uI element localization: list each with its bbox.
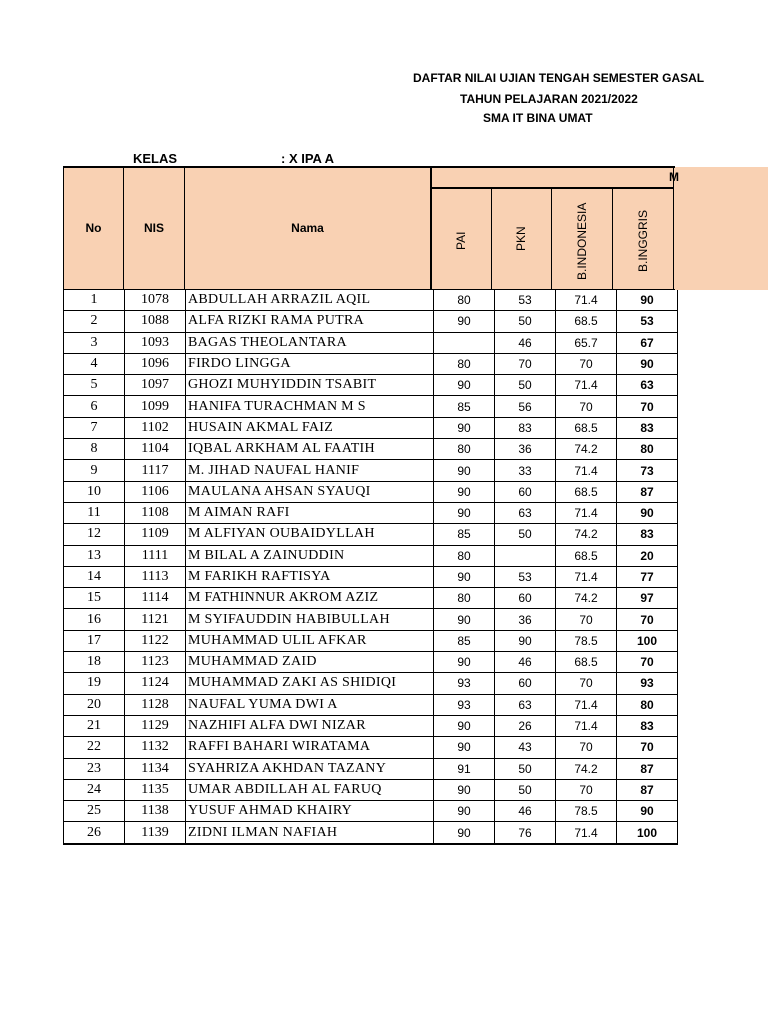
row-number: 21 (64, 715, 125, 736)
student-nis: 1122 (125, 630, 186, 651)
score-binggris: 70 (617, 609, 678, 630)
student-name: MUHAMMAD ZAKI AS SHIDIQI (186, 673, 434, 694)
score-bindonesia: 71.4 (556, 566, 617, 587)
table-row (64, 545, 678, 566)
score-binggris: 90 (617, 353, 678, 374)
student-name: M BILAL A ZAINUDDIN (186, 545, 434, 566)
row-number: 4 (64, 353, 125, 374)
score-pai: 90 (434, 375, 495, 396)
score-bindonesia: 68.5 (556, 545, 617, 566)
score-binggris: 97 (617, 588, 678, 609)
score-pkn: 60 (495, 588, 556, 609)
table-row (64, 715, 678, 736)
score-bindonesia: 71.4 (556, 502, 617, 523)
score-pkn: 36 (495, 609, 556, 630)
score-pai: 90 (434, 502, 495, 523)
score-binggris: 70 (617, 737, 678, 758)
score-pkn: 36 (495, 439, 556, 460)
table-row (64, 375, 678, 396)
score-binggris: 87 (617, 758, 678, 779)
student-nis: 1129 (125, 715, 186, 736)
student-name: HUSAIN AKMAL FAIZ (186, 417, 434, 438)
score-binggris: 83 (617, 715, 678, 736)
table-row (64, 673, 678, 694)
subject-group-header: M (669, 170, 679, 184)
student-name: ABDULLAH ARRAZIL AQIL (186, 290, 434, 311)
score-pai: 85 (434, 396, 495, 417)
table-row (64, 439, 678, 460)
score-binggris: 90 (617, 290, 678, 311)
row-number: 23 (64, 758, 125, 779)
score-pkn: 50 (495, 779, 556, 800)
table-row (64, 609, 678, 630)
student-nis: 1088 (125, 311, 186, 332)
header-divider (491, 188, 492, 290)
student-name: ZIDNI ILMAN NAFIAH (186, 822, 434, 844)
score-pkn: 53 (495, 566, 556, 587)
student-name: YUSUF AHMAD KHAIRY (186, 801, 434, 822)
score-pkn: 60 (495, 673, 556, 694)
school-name: SMA IT BINA UMAT (483, 111, 593, 125)
score-binggris: 63 (617, 375, 678, 396)
header-top-border (63, 166, 675, 168)
row-number: 13 (64, 545, 125, 566)
table-row (64, 822, 678, 844)
score-pai: 91 (434, 758, 495, 779)
score-bindonesia: 70 (556, 737, 617, 758)
student-nis: 1139 (125, 822, 186, 844)
score-binggris: 67 (617, 332, 678, 353)
score-binggris: 100 (617, 822, 678, 844)
student-nis: 1099 (125, 396, 186, 417)
score-pkn: 46 (495, 652, 556, 673)
table-row (64, 630, 678, 651)
score-binggris: 70 (617, 396, 678, 417)
score-pkn: 33 (495, 460, 556, 481)
row-number: 6 (64, 396, 125, 417)
score-bindonesia: 71.4 (556, 290, 617, 311)
table-row (64, 290, 678, 311)
score-pai: 80 (434, 588, 495, 609)
column-header-pkn: PKN (514, 226, 528, 251)
student-name: M ALFIYAN OUBAIDYLLAH (186, 524, 434, 545)
score-binggris: 77 (617, 566, 678, 587)
score-bindonesia: 78.5 (556, 801, 617, 822)
student-nis: 1111 (125, 545, 186, 566)
score-pai: 90 (434, 460, 495, 481)
score-pai: 90 (434, 609, 495, 630)
score-binggris: 80 (617, 694, 678, 715)
row-number: 15 (64, 588, 125, 609)
score-bindonesia: 71.4 (556, 715, 617, 736)
student-nis: 1108 (125, 502, 186, 523)
document-title: DAFTAR NILAI UJIAN TENGAH SEMESTER GASAL (413, 71, 705, 85)
score-pkn: 60 (495, 481, 556, 502)
table-row (64, 417, 678, 438)
header-group-border (431, 187, 674, 189)
score-bindonesia: 74.2 (556, 439, 617, 460)
score-pai: 90 (434, 715, 495, 736)
row-number: 19 (64, 673, 125, 694)
table-row (64, 652, 678, 673)
column-header-nis: NIS (143, 221, 164, 235)
score-bindonesia: 70 (556, 396, 617, 417)
score-pai: 90 (434, 822, 495, 844)
score-pai: 85 (434, 630, 495, 651)
score-bindonesia: 74.2 (556, 758, 617, 779)
table-row (64, 481, 678, 502)
score-pai: 90 (434, 417, 495, 438)
student-name: M FATHINNUR AKROM AZIZ (186, 588, 434, 609)
row-number: 17 (64, 630, 125, 651)
score-binggris: 20 (617, 545, 678, 566)
student-name: ALFA RIZKI RAMA PUTRA (186, 311, 434, 332)
student-nis: 1102 (125, 417, 186, 438)
score-pai: 90 (434, 311, 495, 332)
score-pkn: 76 (495, 822, 556, 844)
table-row (64, 737, 678, 758)
score-pkn: 50 (495, 311, 556, 332)
score-bindonesia: 65.7 (556, 332, 617, 353)
student-name: MAULANA AHSAN SYAUQI (186, 481, 434, 502)
column-header-nama: Nama (291, 221, 324, 235)
score-pkn: 43 (495, 737, 556, 758)
score-bindonesia: 70 (556, 673, 617, 694)
score-pai: 80 (434, 290, 495, 311)
row-number: 20 (64, 694, 125, 715)
student-name: FIRDO LINGGA (186, 353, 434, 374)
student-name: BAGAS THEOLANTARA (186, 332, 434, 353)
score-binggris: 73 (617, 460, 678, 481)
score-pkn: 50 (495, 758, 556, 779)
table-row (64, 353, 678, 374)
table-row (64, 460, 678, 481)
score-binggris: 53 (617, 311, 678, 332)
table-row (64, 694, 678, 715)
student-nis: 1096 (125, 353, 186, 374)
score-bindonesia: 74.2 (556, 524, 617, 545)
score-binggris: 100 (617, 630, 678, 651)
student-name: M FARIKH RAFTISYA (186, 566, 434, 587)
student-nis: 1117 (125, 460, 186, 481)
row-number: 2 (64, 311, 125, 332)
column-header-pai: PAI (454, 231, 468, 250)
score-bindonesia: 70 (556, 353, 617, 374)
table-row (64, 396, 678, 417)
score-binggris: 87 (617, 779, 678, 800)
row-number: 16 (64, 609, 125, 630)
score-pkn: 46 (495, 801, 556, 822)
score-pkn: 63 (495, 502, 556, 523)
score-pkn: 70 (495, 353, 556, 374)
table-row (64, 588, 678, 609)
header-divider (673, 167, 674, 290)
score-bindonesia: 70 (556, 779, 617, 800)
score-pai: 85 (434, 524, 495, 545)
row-number: 9 (64, 460, 125, 481)
student-name: NAZHIFI ALFA DWI NIZAR (186, 715, 434, 736)
row-number: 8 (64, 439, 125, 460)
score-bindonesia: 68.5 (556, 417, 617, 438)
student-nis: 1106 (125, 481, 186, 502)
row-number: 7 (64, 417, 125, 438)
score-pkn: 90 (495, 630, 556, 651)
student-nis: 1109 (125, 524, 186, 545)
row-number: 22 (64, 737, 125, 758)
student-name: M AIMAN RAFI (186, 502, 434, 523)
score-pkn: 50 (495, 375, 556, 396)
table-row (64, 311, 678, 332)
table-row (64, 801, 678, 822)
column-header-no: No (85, 221, 102, 235)
score-pai: 93 (434, 694, 495, 715)
student-nis: 1113 (125, 566, 186, 587)
score-bindonesia: 68.5 (556, 652, 617, 673)
row-number: 26 (64, 822, 125, 844)
score-bindonesia: 68.5 (556, 311, 617, 332)
score-pai: 90 (434, 566, 495, 587)
header-divider (551, 188, 552, 290)
score-pkn: 46 (495, 332, 556, 353)
score-binggris: 87 (617, 481, 678, 502)
score-binggris: 93 (617, 673, 678, 694)
score-binggris: 90 (617, 502, 678, 523)
row-number: 14 (64, 566, 125, 587)
score-binggris: 83 (617, 417, 678, 438)
score-pkn: 83 (495, 417, 556, 438)
score-binggris: 70 (617, 652, 678, 673)
student-nis: 1123 (125, 652, 186, 673)
student-name: UMAR ABDILLAH AL FARUQ (186, 779, 434, 800)
score-binggris: 90 (617, 801, 678, 822)
student-nis: 1104 (125, 439, 186, 460)
score-pai: 90 (434, 801, 495, 822)
student-nis: 1124 (125, 673, 186, 694)
table-row (64, 758, 678, 779)
score-pai (434, 332, 495, 353)
row-number: 18 (64, 652, 125, 673)
header-divider (612, 188, 613, 290)
student-name: MUHAMMAD ZAID (186, 652, 434, 673)
student-nis: 1093 (125, 332, 186, 353)
table-row (64, 524, 678, 545)
student-nis: 1121 (125, 609, 186, 630)
table-row (64, 502, 678, 523)
score-pai: 80 (434, 353, 495, 374)
column-header-binggris: B.INGGRIS (636, 209, 650, 272)
score-bindonesia: 78.5 (556, 630, 617, 651)
student-name: IQBAL ARKHAM AL FAATIH (186, 439, 434, 460)
class-label: KELAS (133, 151, 178, 166)
score-bindonesia: 68.5 (556, 481, 617, 502)
score-bindonesia: 71.4 (556, 694, 617, 715)
row-number: 10 (64, 481, 125, 502)
row-number: 5 (64, 375, 125, 396)
score-pai: 90 (434, 481, 495, 502)
student-nis: 1128 (125, 694, 186, 715)
student-nis: 1114 (125, 588, 186, 609)
academic-year: TAHUN PELAJARAN 2021/2022 (460, 92, 638, 106)
row-number: 25 (64, 801, 125, 822)
table-row (64, 566, 678, 587)
class-value: : X IPA A (281, 151, 334, 166)
score-pkn: 53 (495, 290, 556, 311)
score-bindonesia: 74.2 (556, 588, 617, 609)
score-pkn (495, 545, 556, 566)
row-number: 3 (64, 332, 125, 353)
score-binggris: 83 (617, 524, 678, 545)
score-pai: 90 (434, 779, 495, 800)
grades-table (63, 290, 678, 845)
student-name: RAFFI BAHARI WIRATAMA (186, 737, 434, 758)
student-name: M SYIFAUDDIN HABIBULLAH (186, 609, 434, 630)
header-divider (430, 167, 432, 290)
score-bindonesia: 71.4 (556, 375, 617, 396)
row-number: 24 (64, 779, 125, 800)
score-bindonesia: 70 (556, 609, 617, 630)
student-nis: 1132 (125, 737, 186, 758)
student-name: HANIFA TURACHMAN M S (186, 396, 434, 417)
student-nis: 1135 (125, 779, 186, 800)
student-name: M. JIHAD NAUFAL HANIF (186, 460, 434, 481)
row-number: 1 (64, 290, 125, 311)
student-nis: 1078 (125, 290, 186, 311)
score-pai: 90 (434, 737, 495, 758)
student-name: MUHAMMAD ULIL AFKAR (186, 630, 434, 651)
score-pai: 80 (434, 439, 495, 460)
score-pkn: 26 (495, 715, 556, 736)
score-pai: 90 (434, 652, 495, 673)
table-row (64, 779, 678, 800)
student-name: NAUFAL YUMA DWI A (186, 694, 434, 715)
student-nis: 1134 (125, 758, 186, 779)
row-number: 11 (64, 502, 125, 523)
column-header-bindonesia: B.INDONESIA (575, 202, 589, 280)
row-number: 12 (64, 524, 125, 545)
score-pai: 93 (434, 673, 495, 694)
score-pkn: 50 (495, 524, 556, 545)
table-row (64, 332, 678, 353)
student-nis: 1097 (125, 375, 186, 396)
score-pkn: 63 (495, 694, 556, 715)
score-pkn: 56 (495, 396, 556, 417)
score-binggris: 80 (617, 439, 678, 460)
score-bindonesia: 71.4 (556, 822, 617, 844)
student-nis: 1138 (125, 801, 186, 822)
score-bindonesia: 71.4 (556, 460, 617, 481)
student-name: SYAHRIZA AKHDAN TAZANY (186, 758, 434, 779)
student-name: GHOZI MUHYIDDIN TSABIT (186, 375, 434, 396)
score-pai: 80 (434, 545, 495, 566)
